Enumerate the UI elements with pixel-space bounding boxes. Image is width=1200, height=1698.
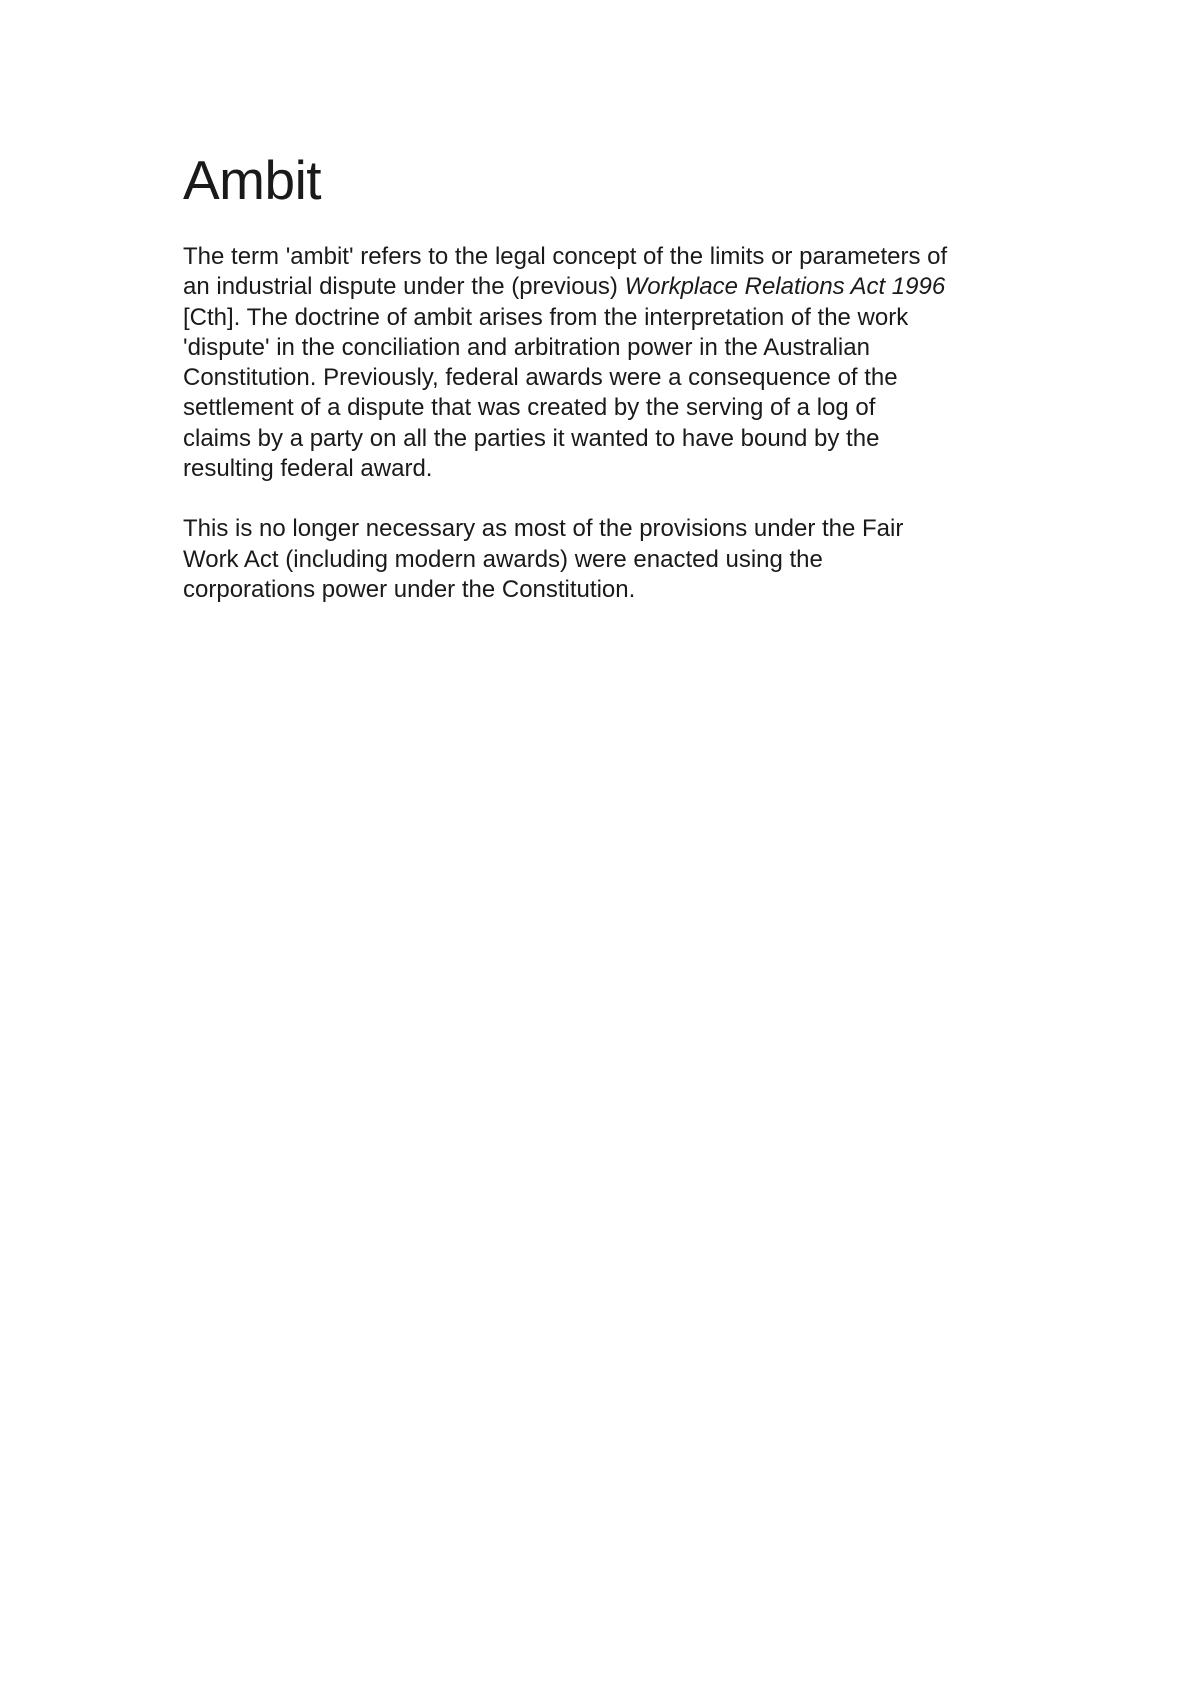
paragraph-line: [183, 272, 1033, 302]
paragraph-line: [183, 363, 1033, 393]
paragraph-line: [183, 545, 1033, 575]
text-segment: resulting federal award.: [183, 455, 433, 483]
text-segment: [Cth]. The doctrine of ambit arises from the interpretation of the work: [183, 303, 909, 331]
act-name-italic: Workplace Relations Act 1996: [624, 273, 946, 301]
paragraph-line: [183, 333, 1033, 363]
text-segment: 'dispute' in the conciliation and arbitration power in the Australian: [183, 333, 870, 361]
paragraph-line: [183, 393, 1033, 423]
text-segment: Constitution. Previously, federal awards were a consequence of the: [183, 364, 898, 392]
text-segment: an industrial dispute under the (previous): [183, 273, 625, 301]
document-title: Ambit: [183, 149, 322, 211]
text-segment: settlement of a dispute that was created by the serving of a log of: [183, 394, 876, 422]
text-segment: claims by a party on all the parties it wanted to have bound by the: [183, 424, 880, 452]
paragraph-line: [183, 424, 1033, 454]
paragraph-line: [183, 303, 1033, 333]
paragraph-line: [183, 242, 1033, 272]
paragraph-line: [183, 454, 1033, 484]
document-content: [183, 148, 1033, 605]
paragraph-line: [183, 575, 1033, 605]
text-segment: corporations power under the Constitution.: [183, 575, 636, 603]
text-segment: Work Act (including modern awards) were enacted using the: [183, 545, 823, 573]
text-segment: This is no longer necessary as most of the provisions under the Fair: [183, 515, 904, 543]
paragraph-line: [183, 514, 1033, 544]
text-segment: The term 'ambit' refers to the legal concept of the limits or parameters of: [183, 243, 948, 270]
paragraph-fair-work-act: [183, 514, 1033, 605]
paragraph-ambit-definition: [183, 242, 1033, 484]
